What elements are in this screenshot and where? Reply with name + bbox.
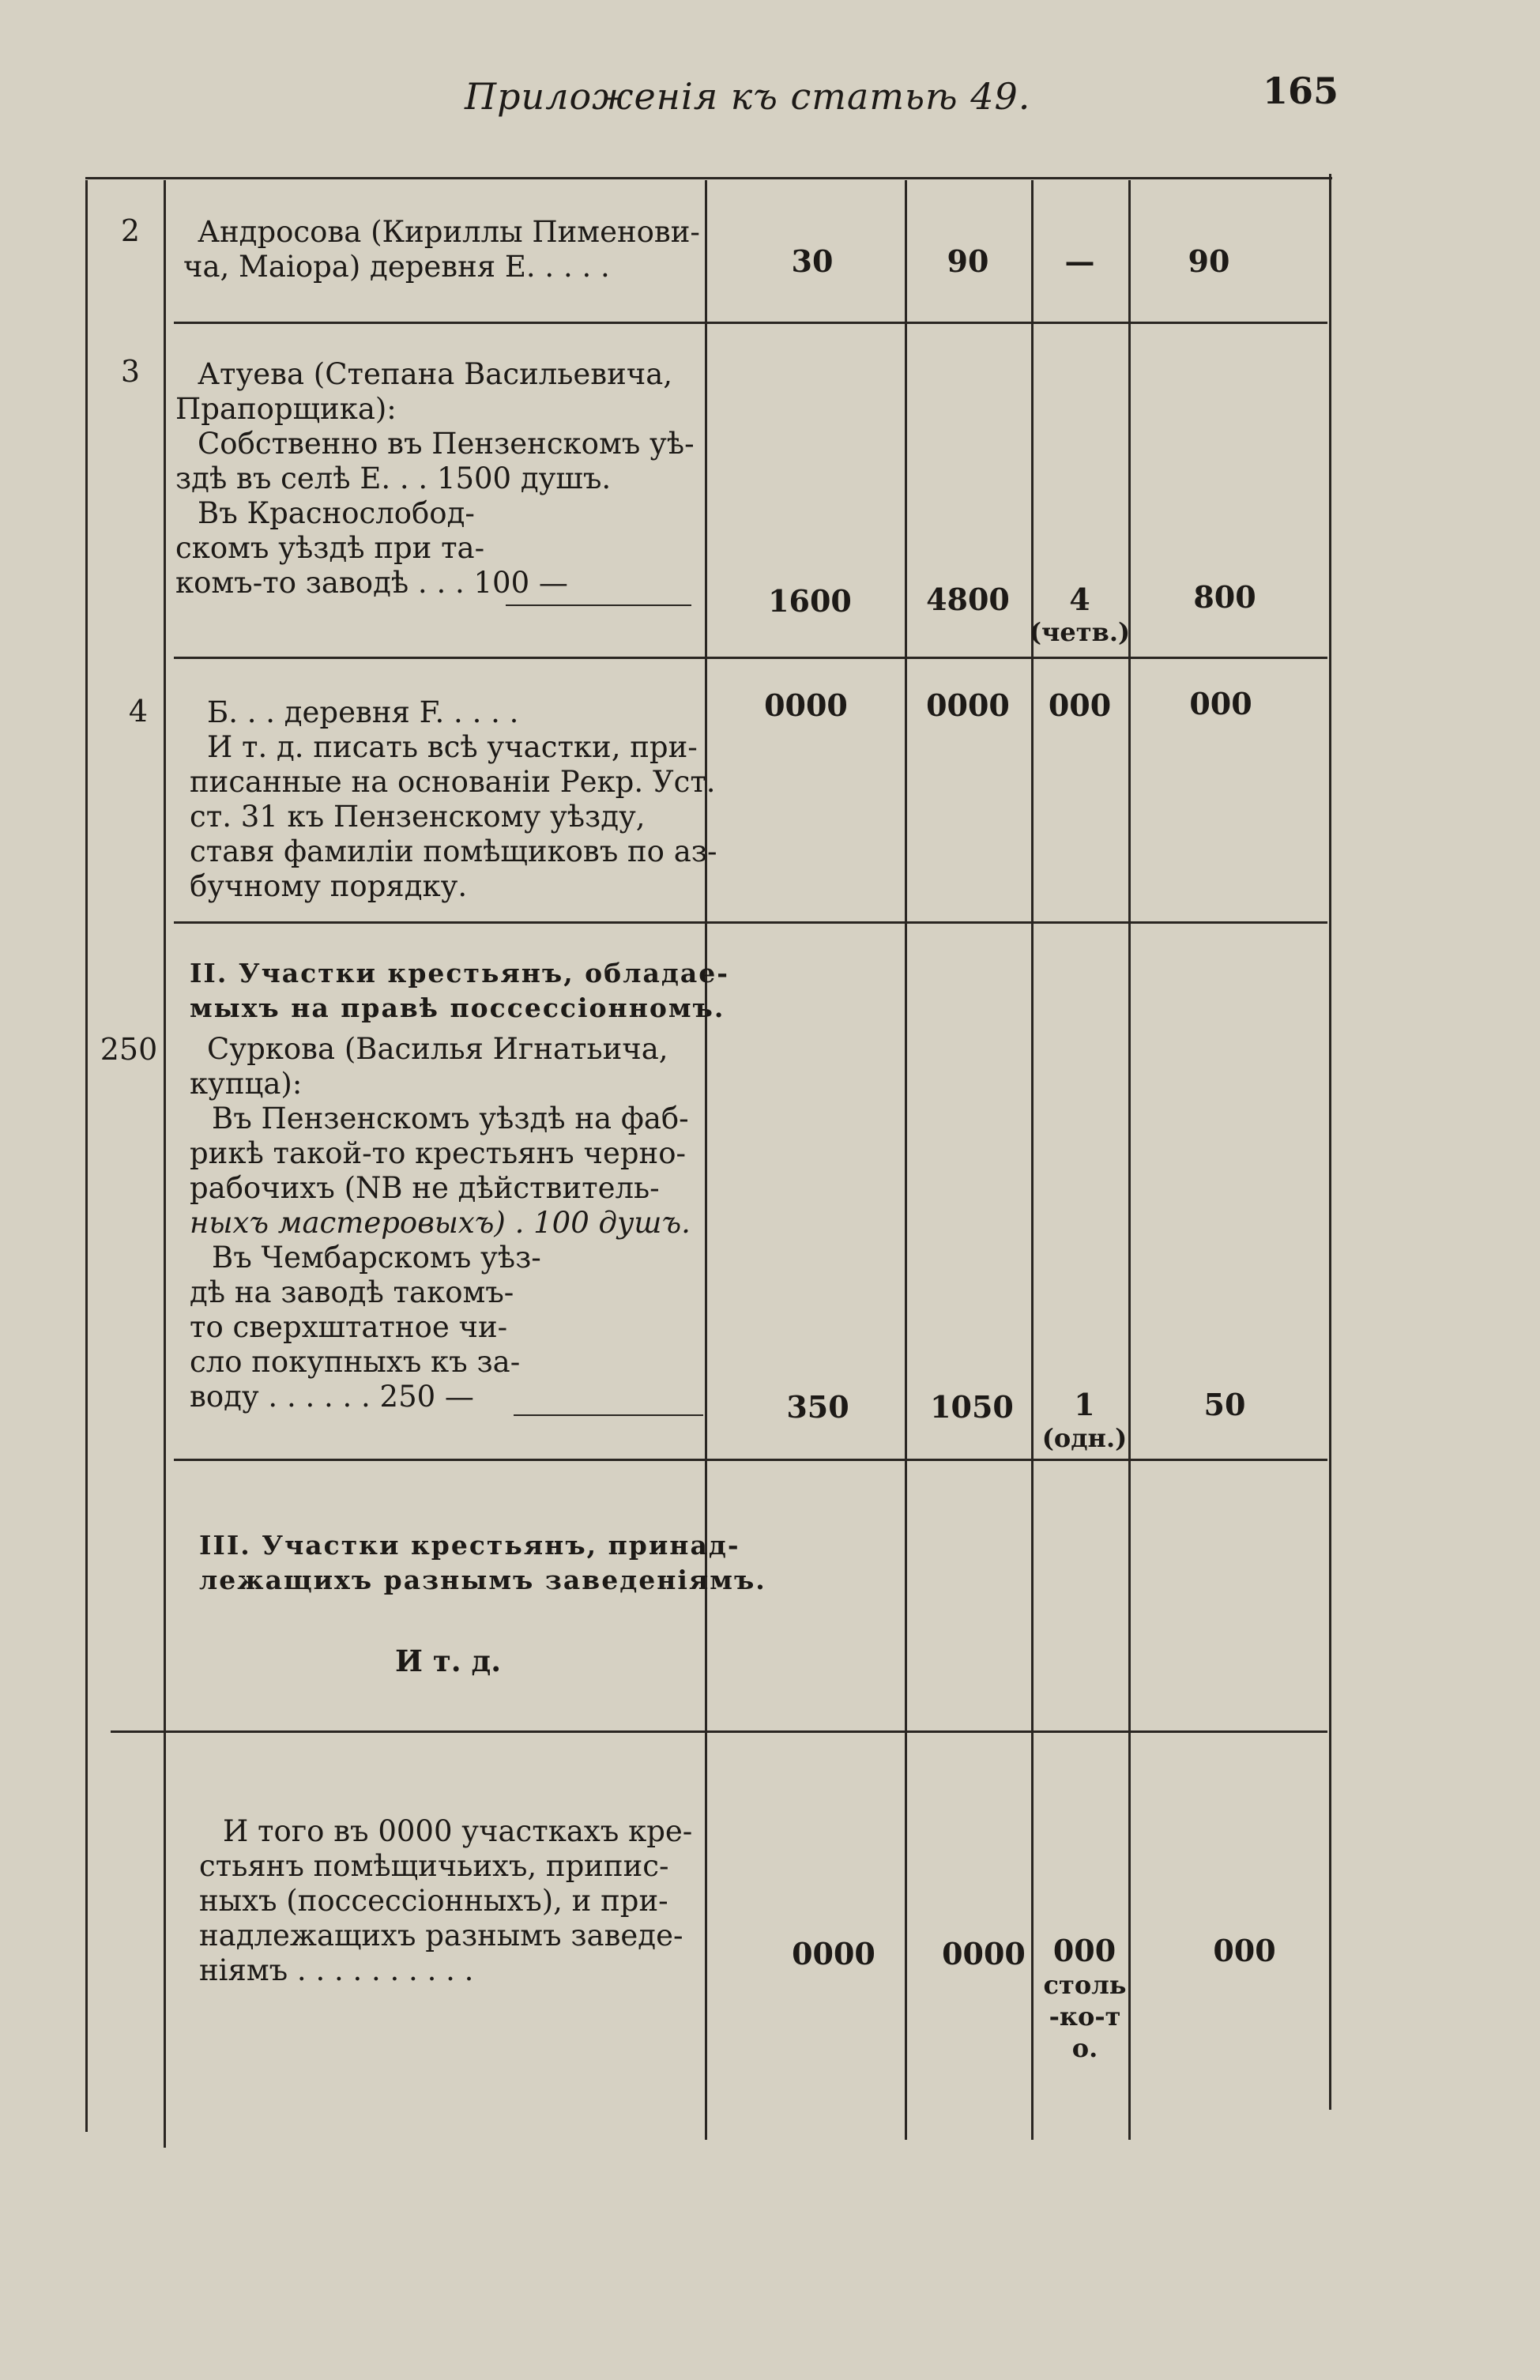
table-border-right xyxy=(1329,174,1331,2110)
row-text-line: комъ-то заводѣ . . . 100 — xyxy=(175,566,568,600)
value-cell: 000 xyxy=(1048,687,1112,723)
total-text-line: надлежащихъ разнымъ заведе- xyxy=(199,1919,683,1953)
section-heading: II. Участки крестьянъ, обладае- xyxy=(190,958,729,989)
row-text-line: ча, Маіора) деревня Е. . . . . xyxy=(183,250,610,284)
table-divider-col1 xyxy=(705,180,707,2140)
row-text-line: ст. 31 къ Пензенскому уѣзду, xyxy=(190,800,646,834)
table-top-rule xyxy=(85,177,1332,179)
row-text-line: Собственно въ Пензенскомъ уѣ- xyxy=(198,427,695,461)
row-text-line: дѣ на заводѣ такомъ- xyxy=(190,1275,514,1309)
row-text-line: то сверхштатное чи- xyxy=(190,1310,508,1344)
row-text-line: писанные на основаніи Рекр. Уст. xyxy=(190,765,716,799)
row-text-line: И т. д. xyxy=(395,1644,502,1678)
total-text-line: ныхъ (поссессіонныхъ), и при- xyxy=(199,1884,668,1918)
row-text-line: скомъ уѣздѣ при та- xyxy=(175,531,485,565)
row-text-line: купца): xyxy=(190,1067,303,1101)
value-cell: 1050 xyxy=(930,1389,1014,1425)
row-text-line: здѣ въ селѣ Е. . . 1500 душъ. xyxy=(175,461,612,495)
row-separator xyxy=(174,921,1327,924)
total-text-line: ніямъ . . . . . . . . . . xyxy=(199,1953,474,1987)
table-border-left xyxy=(85,180,88,2132)
row-text-line: воду . . . . . . 250 — xyxy=(190,1380,474,1414)
total-value-cell: 000 xyxy=(1052,1933,1116,1968)
row-separator xyxy=(174,322,1327,324)
row-text-line: Андросова (Кириллы Пименови- xyxy=(198,215,700,249)
value-cell: 4800 xyxy=(926,582,1010,617)
subtotal-underline xyxy=(506,604,691,606)
table-divider-col3 xyxy=(1031,180,1034,2140)
row-separator xyxy=(174,1459,1327,1461)
row-index: 4 xyxy=(128,694,149,729)
table-divider-col2 xyxy=(905,180,907,2140)
value-cell: 30 xyxy=(791,243,834,279)
value-cell: — xyxy=(1064,243,1095,279)
row-separator xyxy=(174,657,1327,659)
value-cell: 000 xyxy=(1189,686,1252,721)
value-cell: 90 xyxy=(947,243,989,279)
value-cell: 1600 xyxy=(768,583,852,619)
value-cell: 4 xyxy=(1069,582,1090,617)
value-unit-note: (четв.) xyxy=(1029,617,1131,647)
value-cell: 50 xyxy=(1203,1387,1246,1422)
value-cell: 0000 xyxy=(926,687,1010,723)
row-index: 2 xyxy=(120,213,141,248)
section-heading: III. Участки крестьянъ, принад- xyxy=(199,1530,740,1561)
value-cell: 1 xyxy=(1074,1387,1095,1422)
value-unit-note: (одн.) xyxy=(1041,1423,1128,1453)
row-text-line: ныхъ мастеровыхъ) . 100 душъ. xyxy=(190,1206,691,1240)
total-text-line: стьянъ помѣщичьихъ, припис- xyxy=(199,1849,669,1883)
total-text-line: И того въ 0000 участкахъ кре- xyxy=(223,1814,693,1848)
row-text-line: рикѣ такой-то крестьянъ черно- xyxy=(190,1136,686,1170)
table-divider-text xyxy=(164,180,166,2148)
total-value-cell: 0000 xyxy=(792,1936,875,1971)
row-text-line: Суркова (Василья Игнатьича, xyxy=(207,1032,668,1066)
section-heading: мыхъ на правѣ поссессіонномъ. xyxy=(190,992,725,1023)
row-text-line: Атуева (Степана Васильевича, xyxy=(198,357,673,391)
row-text-line: рабочихъ (NB не дѣйствитель- xyxy=(190,1171,660,1205)
total-value-cell: 000 xyxy=(1213,1933,1276,1968)
row-text-line: ставя фамиліи помѣщиковъ по аз- xyxy=(190,834,717,868)
value-cell: 90 xyxy=(1188,243,1230,279)
section-heading: лежащихъ разнымъ заведеніямъ. xyxy=(199,1565,766,1595)
row-text-line: И т. д. писать всѣ участки, при- xyxy=(207,730,698,764)
value-cell: 350 xyxy=(786,1389,849,1425)
row-separator xyxy=(111,1730,1327,1733)
row-index: 3 xyxy=(120,354,141,389)
page-number: 165 xyxy=(1263,70,1339,112)
total-unit-note: столь-ко-то. xyxy=(1043,1970,1127,2063)
value-cell: 800 xyxy=(1193,579,1256,615)
row-text-line: сло покупныхъ къ за- xyxy=(190,1345,521,1379)
row-index: 250 xyxy=(100,1032,158,1067)
row-text-line: Въ Чембарскомъ уѣз- xyxy=(212,1241,541,1275)
total-value-cell: 0000 xyxy=(942,1936,1026,1971)
row-text-line: Въ Пензенскомъ уѣздѣ на фаб- xyxy=(212,1102,689,1135)
row-text-line: бучному порядку. xyxy=(190,869,468,903)
row-text-line: Въ Краснослобод- xyxy=(198,496,475,530)
page-title: Приложенія къ статьѣ 49. xyxy=(465,75,1031,118)
table-divider-col4 xyxy=(1128,180,1131,2140)
value-cell: 0000 xyxy=(764,687,848,723)
row-text-line: Б. . . деревня F. . . . . xyxy=(207,695,519,729)
row-text-line: Прапорщика): xyxy=(175,392,397,426)
subtotal-underline xyxy=(514,1414,703,1416)
